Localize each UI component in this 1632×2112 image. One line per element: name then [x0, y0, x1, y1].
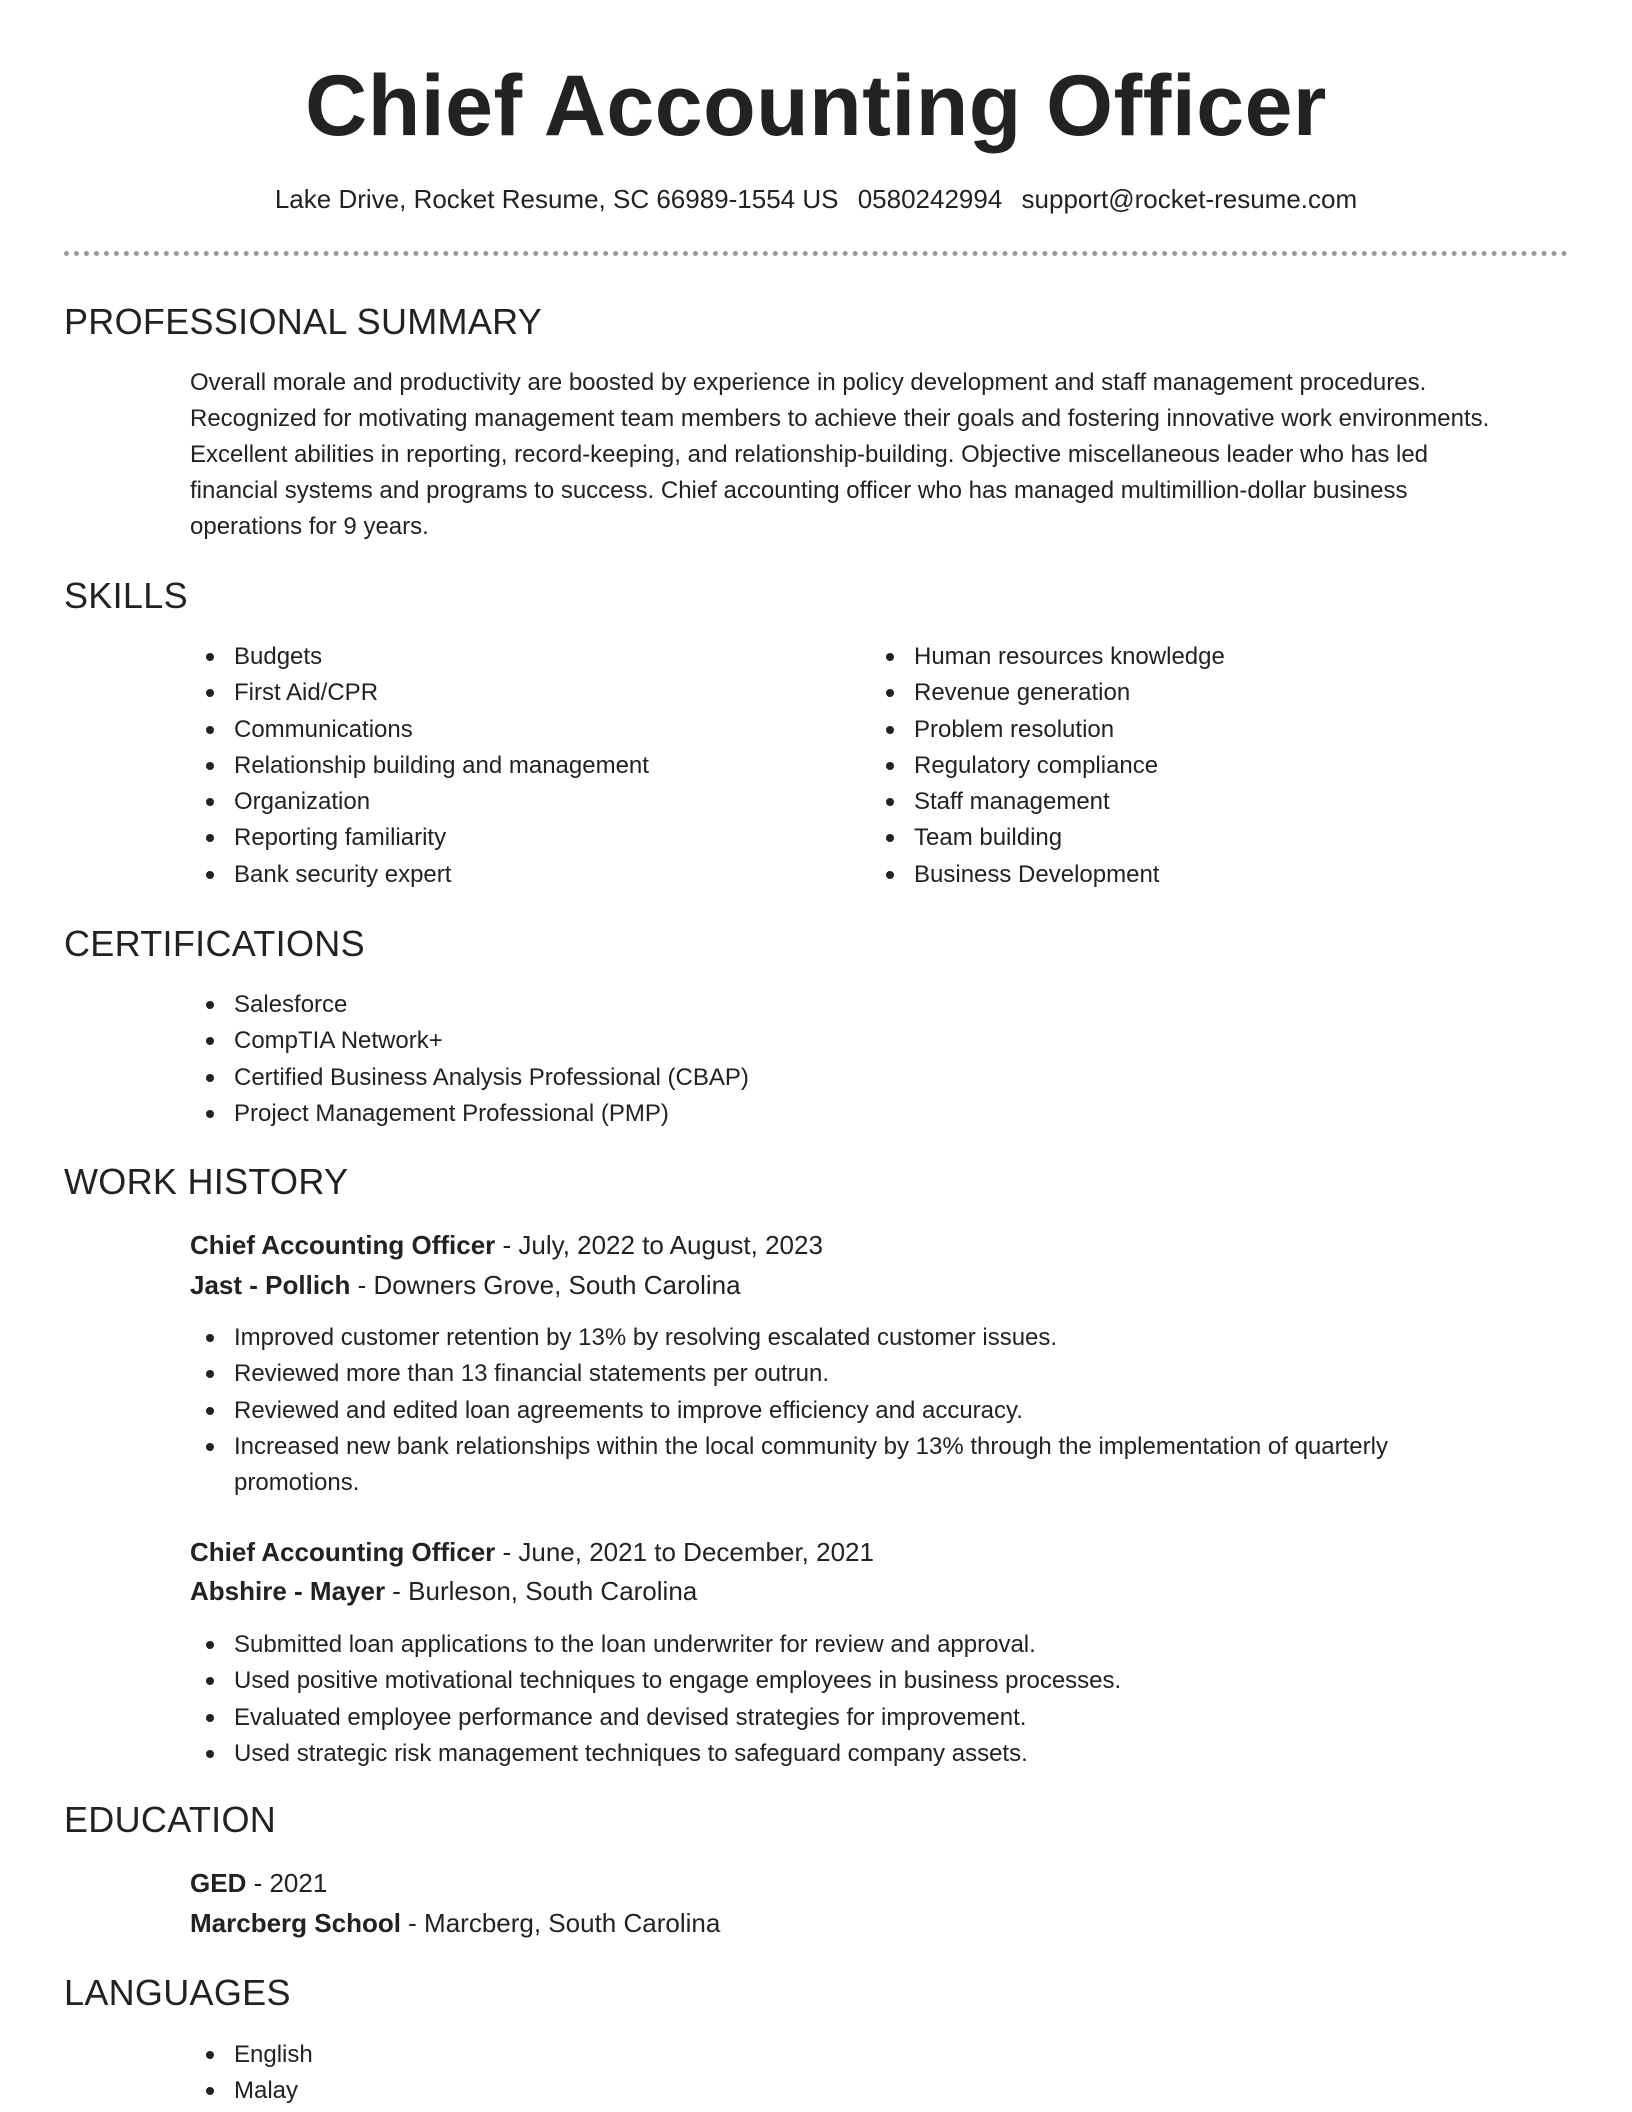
education-year: - 2021	[246, 1868, 328, 1898]
job-title-line	[190, 1532, 1570, 1572]
job-bullet: Used positive motivational techniques to engage employees in business processes.	[190, 1663, 1490, 1699]
skill-item: Relationship building and management	[190, 748, 850, 784]
summary-line: Recognized for motivating management team members to achieve their goals and fostering innovative work environments.	[190, 405, 1490, 432]
certification-item: Salesforce	[190, 987, 1190, 1023]
job-dates: - June, 2021 to December, 2021	[495, 1537, 874, 1567]
summary-line: Overall morale and productivity are boosted by experience in policy development and staff management procedures.	[190, 369, 1427, 396]
job-bullets	[190, 1320, 1490, 1501]
header-divider	[64, 251, 1568, 256]
summary-text	[190, 365, 1570, 545]
contact-address: Lake Drive, Rocket Resume, SC 66989-1554 US	[274, 184, 839, 214]
skills-list-right	[870, 639, 1530, 893]
skill-item: Staff management	[870, 784, 1530, 820]
summary-line: financial systems and programs to success. Chief accounting officer who has managed multimillion-dollar business	[190, 477, 1408, 504]
job-company: Abshire - Mayer	[190, 1576, 386, 1606]
skill-item: Bank security expert	[190, 857, 850, 893]
contact-email: support@rocket-resume.com	[1021, 184, 1358, 214]
section-title-skills: SKILLS	[64, 575, 188, 616]
languages-list	[190, 2037, 790, 2110]
job-company-line	[190, 1571, 1570, 1611]
job-location: - Downers Grove, South Carolina	[350, 1270, 741, 1300]
section-title-certifications: CERTIFICATIONS	[64, 923, 365, 964]
job-title-line	[190, 1225, 1570, 1265]
contact-phone: 0580242994	[857, 184, 1003, 214]
contact-line	[0, 182, 1632, 216]
section-title-summary: PROFESSIONAL SUMMARY	[64, 301, 543, 342]
summary-line: operations for 9 years.	[190, 513, 429, 540]
job-location: - Burleson, South Carolina	[385, 1576, 698, 1606]
job-title: Chief Accounting Officer	[190, 1537, 496, 1567]
language-item: Malay	[190, 2073, 790, 2109]
certifications-list	[190, 987, 1190, 1132]
education-degree: GED	[190, 1868, 247, 1898]
skill-item: Communications	[190, 712, 850, 748]
section-title-work-history: WORK HISTORY	[64, 1161, 349, 1202]
skill-item: Problem resolution	[870, 712, 1530, 748]
skill-item: Organization	[190, 784, 850, 820]
skill-item: First Aid/CPR	[190, 675, 850, 711]
skill-item: Regulatory compliance	[870, 748, 1530, 784]
skill-item: Revenue generation	[870, 675, 1530, 711]
language-item: English	[190, 2037, 790, 2073]
job-bullet: Evaluated employee performance and devised strategies for improvement.	[190, 1700, 1490, 1736]
certification-item: CompTIA Network+	[190, 1023, 1190, 1059]
job-bullets	[190, 1627, 1490, 1772]
skill-item: Human resources knowledge	[870, 639, 1530, 675]
education-location: - Marcberg, South Carolina	[400, 1908, 721, 1938]
job-bullet: Reviewed and edited loan agreements to improve efficiency and accuracy.	[190, 1393, 1490, 1429]
education-school: Marcberg School	[190, 1908, 401, 1938]
job-bullet: Submitted loan applications to the loan underwriter for review and approval.	[190, 1627, 1490, 1663]
skills-list-left	[190, 639, 850, 893]
skill-item: Budgets	[190, 639, 850, 675]
education-school-line	[190, 1903, 1570, 1943]
resume-name: Chief Accounting Officer	[305, 58, 1327, 154]
skill-item: Business Development	[870, 857, 1530, 893]
job-bullet: Used strategic risk management techniques to safeguard company assets.	[190, 1736, 1490, 1772]
skill-item: Reporting familiarity	[190, 820, 850, 856]
certification-item: Certified Business Analysis Professional (CBAP)	[190, 1060, 1190, 1096]
job-company-line	[190, 1265, 1570, 1305]
job-bullet: Increased new bank relationships within the local community by 13% through the implementation of quarterly promotions.	[190, 1429, 1490, 1502]
summary-line: Excellent abilities in reporting, record-keeping, and relationship-building. Objective miscellaneous leader who has led	[190, 441, 1429, 468]
skill-item: Team building	[870, 820, 1530, 856]
education-degree-line	[190, 1863, 1570, 1903]
section-title-education: EDUCATION	[64, 1799, 277, 1840]
job-company: Jast - Pollich	[190, 1270, 351, 1300]
job-bullet: Improved customer retention by 13% by resolving escalated customer issues.	[190, 1320, 1490, 1356]
job-bullet: Reviewed more than 13 financial statements per outrun.	[190, 1356, 1490, 1392]
job-title: Chief Accounting Officer	[190, 1230, 496, 1260]
section-title-languages: LANGUAGES	[64, 1972, 291, 2013]
job-dates: - July, 2022 to August, 2023	[495, 1230, 823, 1260]
certification-item: Project Management Professional (PMP)	[190, 1096, 1190, 1132]
